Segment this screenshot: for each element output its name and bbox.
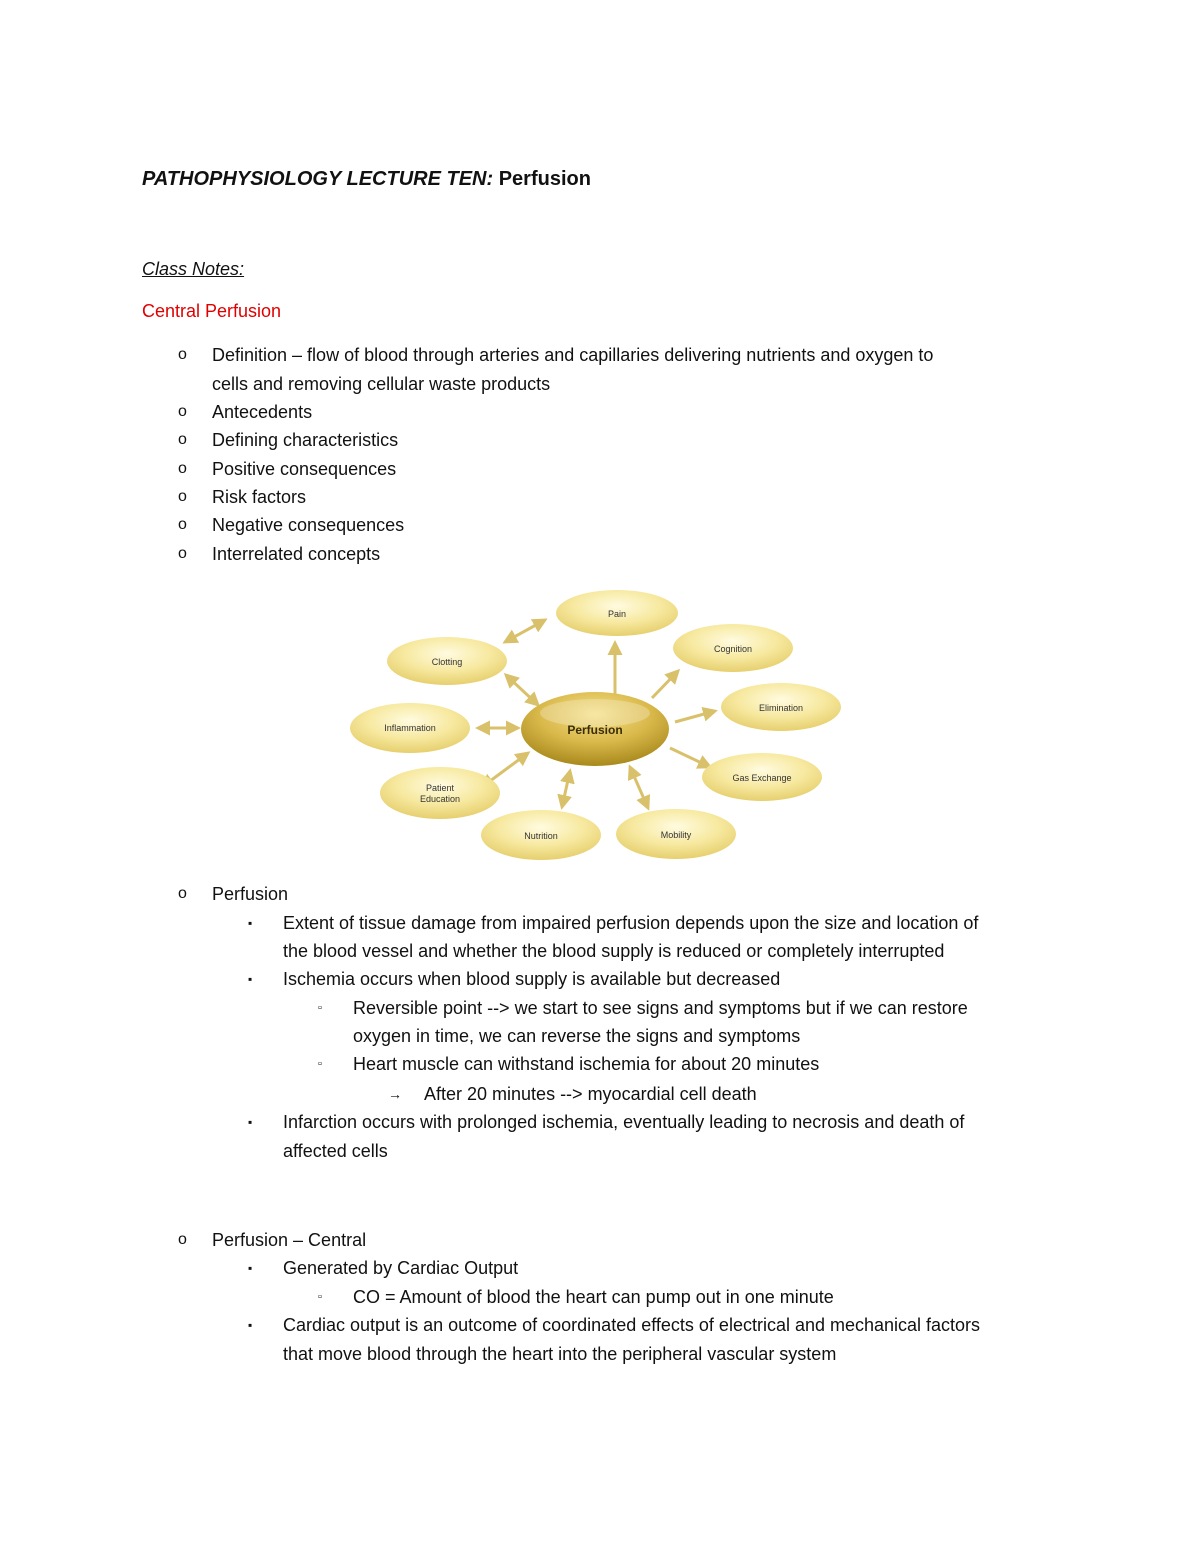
bullet-small-square: ▫ bbox=[318, 1002, 322, 1014]
arrow-gas-exchange bbox=[670, 748, 710, 767]
central-point-1: Generated by Cardiac Output bbox=[283, 1258, 519, 1278]
bullet-small-square: ▫ bbox=[318, 1291, 322, 1303]
node-cognition-label: Cognition bbox=[713, 644, 753, 654]
perfusion-point-3-cont: affected cells bbox=[283, 1141, 388, 1161]
node-inflammation-label: Inflammation bbox=[384, 723, 436, 733]
node-perfusion-label: Perfusion bbox=[567, 723, 623, 737]
bullet-o: o bbox=[178, 431, 187, 448]
perfusion-point-1: Extent of tissue damage from impaired perfusion depends upon the size and location of bbox=[283, 913, 979, 933]
node-patient-label: Patient bbox=[425, 783, 455, 793]
list-item-definition: Definition – flow of blood through arteries and capillaries delivering nutrients and oxygen to bbox=[212, 345, 934, 365]
ischemia-subpoint-1: Reversible point --> we start to see signs and symptoms but if we can restore bbox=[353, 998, 968, 1018]
node-patient-education bbox=[380, 767, 500, 819]
title-topic: Perfusion bbox=[493, 168, 591, 190]
list-item: Interrelated concepts bbox=[212, 544, 381, 564]
list-item: Risk factors bbox=[212, 487, 307, 507]
bullet-o: o bbox=[178, 346, 187, 363]
arrow-clotting bbox=[506, 675, 538, 705]
list-item: Positive consequences bbox=[212, 459, 397, 479]
arrow-mobility bbox=[630, 767, 648, 808]
perfusion-point-2: Ischemia occurs when blood supply is available but decreased bbox=[283, 969, 781, 989]
node-nutrition-label: Nutrition bbox=[524, 831, 558, 841]
list-item: Negative consequences bbox=[212, 515, 405, 535]
page-title bbox=[142, 168, 591, 190]
arrow-bullet-icon: → bbox=[388, 1086, 402, 1102]
ischemia-subpoint-3: After 20 minutes --> myocardial cell death bbox=[424, 1084, 757, 1104]
concept-map-diagram bbox=[330, 585, 870, 870]
central-heading: Perfusion – Central bbox=[212, 1230, 367, 1250]
bullet-small-square: ▫ bbox=[318, 1058, 322, 1070]
bullet-square: ▪ bbox=[248, 1261, 253, 1275]
perfusion-point-1-cont: the blood vessel and whether the blood supply is reduced or completely interrupted bbox=[283, 941, 945, 961]
bullet-o: o bbox=[178, 460, 187, 477]
arrow-cognition bbox=[652, 671, 678, 698]
bullet-o: o bbox=[178, 403, 187, 420]
bullet-square: ▪ bbox=[248, 916, 253, 930]
bullet-o: o bbox=[178, 488, 187, 505]
bullet-square: ▪ bbox=[248, 1318, 253, 1332]
perfusion-point-3: Infarction occurs with prolonged ischemia, eventually leading to necrosis and death of bbox=[283, 1112, 965, 1132]
ischemia-subpoint-1-cont: oxygen in time, we can reverse the signs and symptoms bbox=[353, 1026, 801, 1046]
bullet-o: o bbox=[178, 516, 187, 533]
title-lecture: PATHOPHYSIOLOGY LECTURE TEN: bbox=[142, 168, 494, 190]
node-gas-exchange-label: Gas Exchange bbox=[732, 773, 792, 783]
node-education-label: Education bbox=[419, 794, 461, 804]
central-subpoint-1: CO = Amount of blood the heart can pump out in one minute bbox=[353, 1287, 834, 1307]
node-pain-label: Pain bbox=[607, 609, 627, 619]
class-notes-label: Class Notes: bbox=[142, 259, 245, 279]
central-point-2-cont: that move blood through the heart into the peripheral vascular system bbox=[283, 1344, 837, 1364]
list-item-definition-cont: cells and removing cellular waste products bbox=[212, 374, 551, 394]
bullet-square: ▪ bbox=[248, 1115, 253, 1129]
arrow-elimination bbox=[675, 711, 715, 722]
node-mobility-label: Mobility bbox=[660, 830, 692, 840]
arrow-pain-clotting bbox=[505, 620, 545, 642]
bullet-o: o bbox=[178, 885, 187, 902]
bullet-o: o bbox=[178, 1231, 187, 1248]
section-heading: Central Perfusion bbox=[142, 301, 282, 321]
perfusion-heading: Perfusion bbox=[212, 884, 289, 904]
node-elimination-label: Elimination bbox=[758, 703, 804, 713]
bullet-square: ▪ bbox=[248, 972, 253, 986]
node-clotting-label: Clotting bbox=[431, 657, 463, 667]
arrow-nutrition bbox=[562, 771, 570, 807]
bullet-o: o bbox=[178, 545, 187, 562]
list-item: Defining characteristics bbox=[212, 430, 399, 450]
ischemia-subpoint-2: Heart muscle can withstand ischemia for about 20 minutes bbox=[353, 1054, 820, 1074]
list-item: Antecedents bbox=[212, 402, 313, 422]
central-point-2: Cardiac output is an outcome of coordinated effects of electrical and mechanical factors bbox=[283, 1315, 981, 1335]
